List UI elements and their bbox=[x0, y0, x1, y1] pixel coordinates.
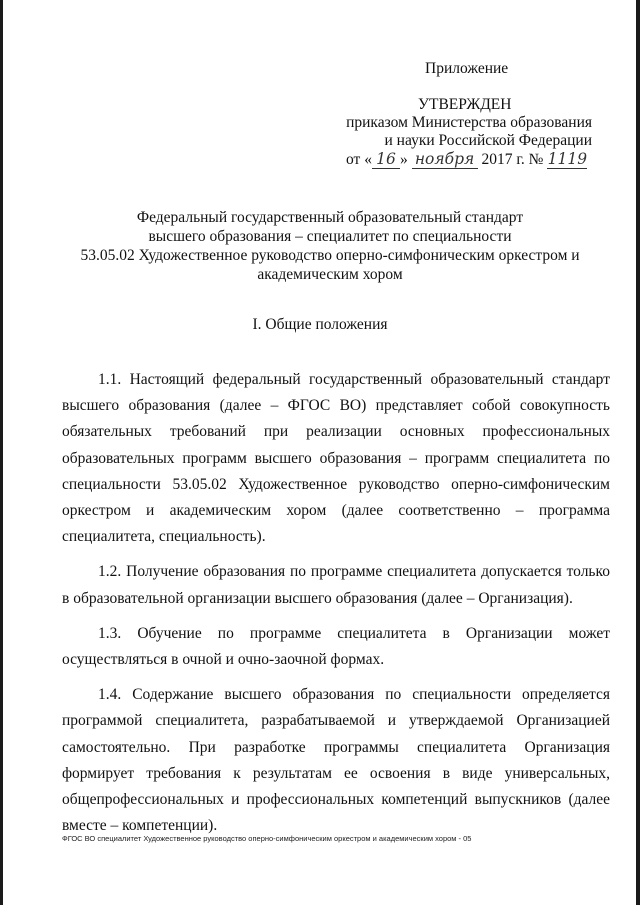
section-heading: I. Общие положения bbox=[252, 316, 388, 333]
paragraph-1-4: 1.4. Содержание высшего образования по специальности определяется программой специалитета, разрабатываемой и утверждаемой Организацией самостоятельно. При разработке программы специалитета Организация формирует требования к результатам ее освоения в виде универсальных, общепрофессиональных и профессиональных компетенций выпускников (далее вместе – компетенции). bbox=[62, 686, 610, 835]
paragraph-1-2: 1.2. Получение образования по программе специалитета допускается только в образовательной организации высшего образования (далее – Организация). bbox=[62, 563, 610, 607]
annex-label: Приложение bbox=[425, 60, 509, 77]
title-line-3: 53.05.02 Художественное руководство оперно-симфоническим оркестром и академическим хором bbox=[80, 247, 580, 283]
handwritten-order-number: 1119 bbox=[547, 150, 588, 168]
scan-edge-right bbox=[636, 0, 640, 905]
paragraph-1-1: 1.1. Настоящий федеральный государственный образовательный стандарт высшего образования (далее – ФГОС ВО) представляет собой совокупность обязательных требований при реализации основных профессиональных образовательных программ высшего образования – программ специалитета по специальности 53.05.02 Художественное руководство оперно-симфоническим оркестром и академическим хором (далее соответственно – программа специалитета, специальность). bbox=[62, 371, 610, 546]
order-date-line bbox=[346, 150, 600, 169]
date-mid: » bbox=[399, 151, 408, 168]
title-line-2: высшего образования – специалитет по специальности bbox=[148, 228, 512, 245]
handwritten-month: ноября bbox=[412, 150, 478, 169]
approved-label: УТВЕРЖДЕН bbox=[418, 96, 512, 113]
document-title bbox=[60, 208, 600, 284]
page-footer: ФГОС ВО специалитет Художественное руководство оперно-симфоническим оркестром и академическим хором - 05 bbox=[62, 834, 472, 843]
handwritten-day: 16 bbox=[372, 150, 400, 169]
order-line-2: и науки Российской Федерации bbox=[384, 132, 592, 149]
date-year: 2017 г. № bbox=[481, 151, 544, 168]
title-line-1: Федеральный государственный образовательный стандарт bbox=[136, 209, 524, 226]
approval-block bbox=[330, 60, 600, 169]
document-body bbox=[62, 367, 610, 848]
order-line-1: приказом Министерства образования bbox=[346, 114, 592, 131]
scan-edge-left bbox=[0, 0, 3, 905]
paragraph-1-3: 1.3. Обучение по программе специалитета в Организации может осуществляться в очной и очно-заочной формах. bbox=[62, 624, 610, 669]
date-prefix: от « bbox=[346, 151, 372, 168]
